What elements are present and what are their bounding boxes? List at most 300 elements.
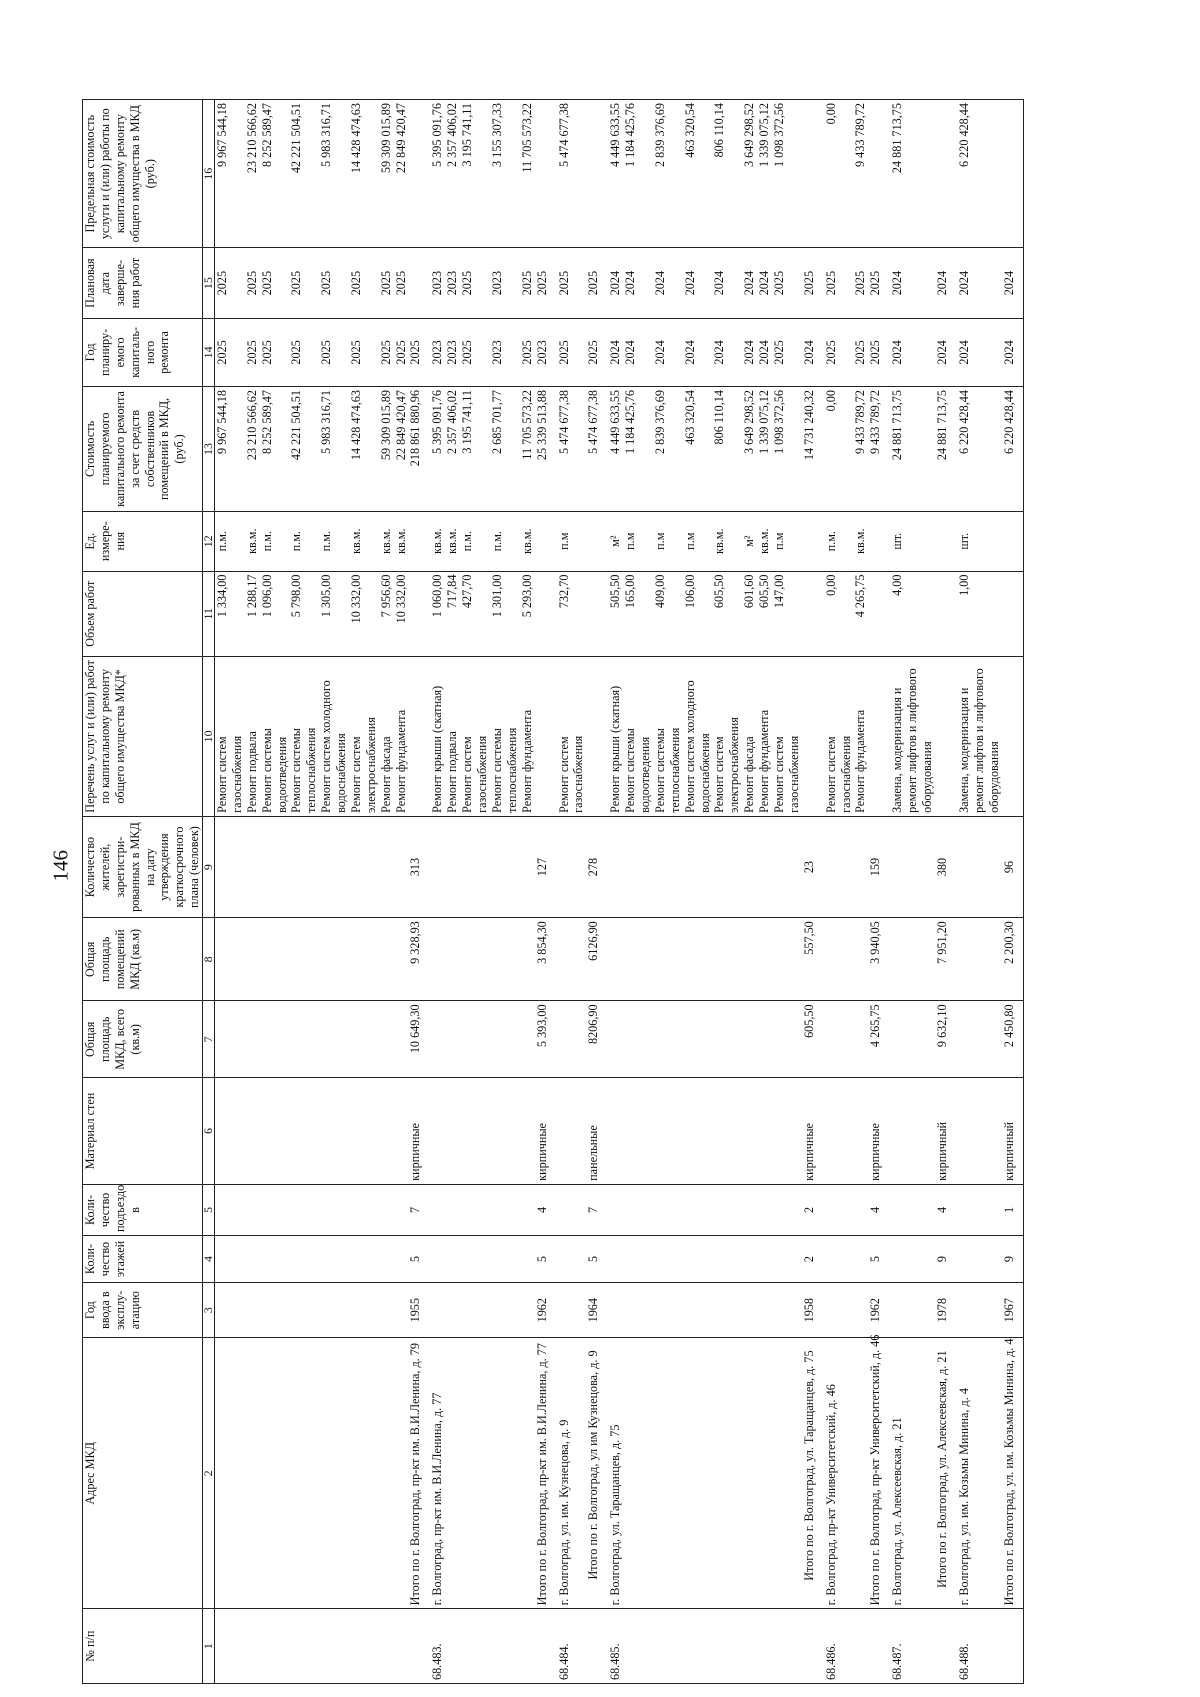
work-volume-line [505, 575, 520, 653]
year-built [557, 1282, 587, 1337]
repair-year-line: 2024 [890, 340, 905, 365]
repair-year-line [727, 322, 742, 383]
works-list-line: Ремонт крыши (скатная) [430, 685, 445, 813]
work-volume-line: 1 060,00 [430, 574, 445, 618]
year-built [608, 1282, 801, 1337]
column-number: 16 [203, 100, 215, 248]
planned-date-line [475, 251, 490, 314]
table-body [215, 100, 1024, 1684]
house-row [557, 100, 587, 1684]
works-list-line: Ремонт фасада [378, 736, 393, 813]
cost [535, 387, 557, 512]
row-number [215, 1609, 409, 1684]
cost [802, 387, 824, 512]
floors [890, 1236, 935, 1283]
cost-line [698, 390, 713, 508]
wall-material: кирпичный [1002, 1078, 1024, 1185]
unit-line: п.м. [215, 531, 229, 552]
premises-area: 557,50 [802, 918, 824, 1001]
limit-cost-line: 11 705 573,22 [519, 103, 534, 173]
planned-date-line [230, 251, 245, 314]
unit-line: п.м [682, 532, 697, 550]
cost-line: 23 210 566,62 [244, 390, 259, 461]
unit [824, 511, 869, 571]
planned-date-line [839, 251, 854, 314]
planned-date-line [304, 251, 319, 314]
repair-year [215, 318, 409, 386]
planned-date [586, 248, 608, 318]
planned-date [935, 248, 957, 318]
floors: 5 [535, 1236, 557, 1283]
limit-cost-line [304, 103, 319, 244]
column-header: Материал стен [83, 1078, 203, 1185]
planned-date-line: 2025 [319, 270, 334, 296]
total-row [586, 100, 608, 1684]
unit-line: м² [608, 535, 623, 547]
repair-year-line [638, 322, 653, 383]
repair-year-line: 2024 [801, 340, 816, 365]
planned-date-line [364, 251, 379, 314]
work-volume-line [727, 575, 742, 653]
total-area: 5 393,00 [535, 1001, 557, 1078]
column-header: № п/п [83, 1609, 203, 1684]
work-volume-line: 1 334,00 [215, 574, 229, 618]
unit-line: п.м [623, 532, 638, 550]
unit-line [638, 515, 653, 568]
planned-date-line: 2025 [259, 270, 274, 296]
works-list-line: Ремонт фундамента [519, 709, 534, 813]
unit [586, 511, 608, 571]
work-volume-line: 165,00 [623, 574, 638, 609]
address: г. Волгоград, ул. Алексеевская, д. 21 [890, 1338, 935, 1609]
repair-year-line: 2023 [489, 340, 504, 365]
unit [1002, 511, 1024, 571]
floors: 2 [802, 1236, 824, 1283]
premises-area [608, 918, 801, 1001]
planned-date-line [275, 251, 290, 314]
premises-area [430, 918, 534, 1001]
limit-cost [215, 100, 409, 248]
limit-cost-line: 14 428 474,63 [348, 103, 363, 174]
address: г. Волгоград, ул. им. Кузнецова, д. 9 [557, 1338, 587, 1609]
total-area [430, 1001, 534, 1078]
cost-line: 2 685 701,77 [489, 390, 504, 455]
premises-area [824, 918, 869, 1001]
column-header: Стоимость планируемого капитального ремонта за счет средств собственников помещений в МКД, (руб.) [83, 387, 203, 512]
work-volume-line [334, 575, 349, 653]
unit-line: кв.м. [348, 528, 363, 554]
limit-cost [557, 100, 587, 248]
works-list-line: Замена, модернизация и ремонт лифтов и лифтового оборудования [890, 668, 934, 813]
row-number: 68.483. [430, 1609, 534, 1684]
planned-date-line: 2023 [445, 270, 460, 296]
work-volume [430, 571, 534, 656]
limit-cost-line: 5 395 091,76 [430, 103, 445, 167]
work-volume-line: 4 265,75 [853, 574, 868, 618]
cost [215, 387, 409, 512]
works-list [1002, 656, 1024, 816]
works-list-line: Ремонт систем газоснабжения [215, 735, 244, 813]
work-volume-line: 1,00 [956, 574, 971, 596]
planned-date-line [638, 251, 653, 314]
planned-date-line: 2024 [1001, 270, 1016, 296]
limit-cost-line: 5 474 677,38 [556, 103, 571, 167]
planned-date-line: 2024 [742, 270, 757, 296]
works-list-line: Ремонт подвала [445, 731, 460, 813]
floors [557, 1236, 587, 1283]
wall-material: кирпичный [935, 1078, 957, 1185]
work-volume-line: 605,50 [712, 574, 727, 609]
header-row [83, 100, 203, 1684]
repair-year [957, 318, 1002, 386]
cost-line: 5 395 091,76 [430, 390, 445, 455]
premises-area: 2 200,30 [1002, 918, 1024, 1001]
unit-line: п.м [652, 532, 667, 550]
repair-year [935, 318, 957, 386]
total-area [215, 1001, 409, 1078]
unit-line: п.м. [289, 531, 304, 552]
unit-line [668, 515, 683, 568]
planned-date [215, 248, 409, 318]
limit-cost-line: 42 221 504,51 [289, 103, 304, 174]
unit-line [275, 515, 290, 568]
wall-material: панельные [586, 1078, 608, 1185]
repair-year-line: 2025 [259, 340, 274, 365]
repair-year-line: 2024 [682, 340, 697, 365]
repair-year-line: 2024 [608, 340, 623, 365]
repair-year [802, 318, 824, 386]
planned-date [824, 248, 869, 318]
premises-area [557, 918, 587, 1001]
limit-cost-line [638, 103, 653, 244]
repair-year-line: 2025 [823, 340, 838, 365]
floors: 5 [586, 1236, 608, 1283]
cost [868, 387, 890, 512]
repair-year-line: 2025 [215, 340, 229, 365]
row-number: 68.486. [824, 1609, 869, 1684]
limit-cost-line: 806 110,14 [712, 103, 727, 158]
planned-date-line: 2025 [771, 270, 786, 296]
unit-line [304, 515, 319, 568]
unit [408, 511, 430, 571]
cost-line: 24 881 713,75 [934, 390, 949, 461]
planned-date-line: 2024 [890, 270, 905, 296]
work-volume-line: 5 293,00 [519, 574, 534, 618]
unit [535, 511, 557, 571]
work-volume-line: 605,50 [757, 574, 771, 609]
year-built [824, 1282, 869, 1337]
work-volume-line: 5 798,00 [289, 574, 304, 618]
works-list [430, 656, 534, 816]
works-list-line: Ремонт фундамента [757, 709, 771, 813]
cost-line [668, 390, 683, 508]
row-number: 68.485. [608, 1609, 801, 1684]
limit-cost-line [475, 103, 490, 244]
unit-line: п.м [771, 532, 786, 550]
repair-year [608, 318, 801, 386]
address: Итого по г. Волгоград, пр-кт им. В.И.Ленина, д. 77 [535, 1338, 557, 1609]
year-built [215, 1282, 409, 1337]
work-volume [586, 571, 608, 656]
work-volume [802, 571, 824, 656]
cost-line: 6 220 428,44 [956, 390, 971, 455]
planned-date-line: 2025 [215, 270, 229, 296]
repair-year-line: 2024 [742, 340, 757, 365]
limit-cost-line: 5 983 316,71 [319, 103, 334, 167]
repair-year-line: 2024 [956, 340, 971, 365]
premises-area [957, 918, 1002, 1001]
works-list-line: Ремонт подвала [244, 731, 259, 813]
planned-date-line: 2024 [652, 270, 667, 296]
work-volume-line: 1 096,00 [259, 574, 274, 618]
unit-line: п.м. [259, 531, 274, 552]
cost-line: 3 649 298,52 [742, 390, 757, 455]
limit-cost-line [727, 103, 742, 244]
cost-line [505, 390, 520, 508]
work-volume-line: 505,50 [608, 574, 623, 609]
cost-line: 3 195 741,11 [460, 390, 475, 454]
floors: 9 [1002, 1236, 1024, 1283]
unit [957, 511, 1002, 571]
row-number [935, 1609, 957, 1684]
unit-line: шт. [890, 532, 905, 550]
work-volume-line: 10 332,00 [393, 574, 408, 624]
unit [557, 511, 587, 571]
year-built: 1958 [802, 1282, 824, 1337]
year-built: 1967 [1002, 1282, 1024, 1337]
repair-year-line: 2025 [853, 340, 868, 365]
work-volume-line [839, 575, 854, 653]
work-volume-line: 10 332,00 [348, 574, 363, 624]
floors: 5 [868, 1236, 890, 1283]
unit-line [230, 515, 245, 568]
column-header: Ед. измере-ния [83, 511, 203, 571]
column-header: Количество жителей, зарегистри-рованных в МКД на дату утверждения краткосрочного плана (человек) [83, 816, 203, 917]
works-list-line: Ремонт систем холодного водоснабжения [682, 680, 712, 813]
works-list-line: Ремонт системы теплоснабжения [289, 727, 319, 813]
works-list [957, 656, 1002, 816]
unit-line [364, 515, 379, 568]
planned-date-line [668, 251, 683, 314]
premises-area [215, 918, 409, 1001]
planned-date-line: 2024 [757, 270, 771, 296]
limit-cost [408, 100, 430, 248]
premises-area: 6126,90 [586, 918, 608, 1001]
limit-cost-line: 2 839 376,69 [652, 103, 667, 167]
year-built [430, 1282, 534, 1337]
cost-line: 8 252 589,47 [259, 390, 274, 455]
planned-date-line: 2025 [378, 270, 393, 296]
wall-material [215, 1078, 409, 1185]
works-list [535, 656, 557, 816]
residents: 23 [802, 816, 824, 917]
repair-year-line: 2024 [623, 340, 638, 365]
work-volume-line [304, 575, 319, 653]
column-header: Предельная стоимость услуги и (или) работы по капитальному ремонту общего имущества в МКД (руб.) [83, 100, 203, 248]
residents: 380 [935, 816, 957, 917]
unit-line: кв.м. [393, 528, 408, 554]
total-row [935, 100, 957, 1684]
address: г. Волгоград, пр-кт им. В.И.Ленина, д. 77 [430, 1338, 534, 1609]
cost-line: 9 967 544,18 [215, 390, 229, 455]
residents: 96 [1002, 816, 1024, 917]
cost-line: 6 220 428,44 [1001, 390, 1016, 455]
wall-material: кирпичные [535, 1078, 557, 1185]
work-volume-line: 717,84 [445, 574, 460, 609]
capital-repair-table [82, 99, 1024, 1684]
works-list [824, 656, 869, 816]
planned-date [408, 248, 430, 318]
address: Итого по г. Волгоград, ул. Таращанцев, д. 75 [802, 1338, 824, 1609]
cost [935, 387, 957, 512]
house-row [824, 100, 869, 1684]
unit-line: шт. [956, 532, 971, 550]
works-list-line: Ремонт систем газоснабжения [771, 735, 801, 813]
works-list-line: Ремонт систем электроснабжения [712, 717, 742, 813]
work-volume-line: 427,70 [460, 574, 475, 609]
unit-line [698, 515, 713, 568]
column-header: Адрес МКД [83, 1338, 203, 1609]
premises-area [890, 918, 935, 1001]
work-volume [935, 571, 957, 656]
column-number: 1 [203, 1609, 215, 1684]
planned-date-line: 2025 [868, 270, 883, 296]
planned-date-line: 2025 [801, 270, 816, 296]
address: Итого по г. Волгоград, ул. им. Козьмы Минина, д. 4 [1002, 1338, 1024, 1609]
unit-line: кв.м. [430, 528, 445, 554]
column-number: 5 [203, 1184, 215, 1235]
works-list-line: Ремонт системы теплоснабжения [489, 727, 519, 813]
planned-date-line: 2024 [934, 270, 949, 296]
repair-year [824, 318, 869, 386]
total-row [408, 100, 430, 1684]
repair-year-line [230, 322, 245, 383]
unit-line: кв.м. [712, 528, 727, 554]
total-area [957, 1001, 1002, 1078]
work-volume-line [230, 575, 245, 653]
limit-cost [957, 100, 1002, 248]
cost [586, 387, 608, 512]
repair-year-line: 2024 [1001, 340, 1016, 365]
limit-cost-line: 3 155 307,33 [489, 103, 504, 167]
residents [957, 816, 1002, 917]
limit-cost-line [668, 103, 683, 244]
repair-year-line: 2025 [519, 340, 534, 365]
cost-line: 25 339 513,88 [534, 390, 549, 461]
planned-date-line: 2024 [608, 270, 623, 296]
work-volume [557, 571, 587, 656]
address: Итого по г. Волгоград, пр-кт Университетский, д. 46 [868, 1338, 890, 1609]
cost-line [839, 390, 854, 508]
cost-line: 5 983 316,71 [319, 390, 334, 455]
work-volume-line: 409,00 [652, 574, 667, 609]
work-volume [890, 571, 935, 656]
wall-material [957, 1078, 1002, 1185]
repair-year [890, 318, 935, 386]
wall-material [890, 1078, 935, 1185]
repair-year [868, 318, 890, 386]
repair-year-line [475, 322, 490, 383]
column-number: 2 [203, 1338, 215, 1609]
works-list-line: Ремонт системы водоотведения [259, 728, 289, 813]
premises-area: 3 854,30 [535, 918, 557, 1001]
entrances: 4 [535, 1184, 557, 1235]
address: г. Волгоград, ул. им. Козьмы Минина, д. 4 [957, 1338, 1002, 1609]
address: Итого по г. Волгоград, ул им Кузнецова, д. 9 [586, 1338, 608, 1609]
cost-line: 11 705 573,22 [519, 390, 534, 460]
planned-date-line [698, 251, 713, 314]
total-area: 605,50 [802, 1001, 824, 1078]
cost [957, 387, 1002, 512]
premises-area: 3 940,05 [868, 918, 890, 1001]
cost [408, 387, 430, 512]
repair-year [430, 318, 534, 386]
work-volume-line: 0,00 [823, 574, 838, 596]
column-number: 11 [203, 571, 215, 656]
limit-cost [1002, 100, 1024, 248]
cost-line [638, 390, 653, 508]
work-volume [868, 571, 890, 656]
repair-year-line: 2024 [712, 340, 727, 365]
works-list [557, 656, 587, 816]
works-list-line: Ремонт систем электроснабжения [348, 717, 378, 813]
rotated-page [82, 82, 1200, 1697]
column-header: Общая площадь помещений МКД (кв.м) [83, 918, 203, 1001]
entrances [215, 1184, 409, 1235]
unit-line: кв.м. [853, 528, 868, 554]
limit-cost-line: 9 433 789,72 [853, 103, 868, 167]
address: г. Волгоград, пр-кт Университетский, д. 46 [824, 1338, 869, 1609]
total-area: 4 265,75 [868, 1001, 890, 1078]
column-header: Общая площадь МКД, всего (кв.м) [83, 1001, 203, 1078]
limit-cost-line: 0,00 [823, 103, 838, 125]
entrances: 4 [935, 1184, 957, 1235]
total-area: 10 649,30 [408, 1001, 430, 1078]
total-area [890, 1001, 935, 1078]
residents [215, 816, 409, 917]
cost-line [364, 390, 379, 508]
total-area: 8206,90 [586, 1001, 608, 1078]
unit-line [505, 515, 520, 568]
work-volume-line [275, 575, 290, 653]
unit-line: кв.м. [519, 528, 534, 554]
works-list-line: Замена, модернизация и ремонт лифтов и лифтового оборудования [956, 668, 1001, 813]
planned-date-line: 2025 [534, 270, 549, 296]
limit-cost-line: 1 184 425,76 [623, 103, 638, 167]
total-row [535, 100, 557, 1684]
works-list-line: Ремонт системы теплоснабжения [652, 727, 682, 813]
address: г. Волгоград, ул. Таращанцев, д. 75 [608, 1338, 801, 1609]
limit-cost [824, 100, 869, 248]
work-volume-line [364, 575, 379, 653]
works-list [608, 656, 801, 816]
planned-date-line: 2025 [519, 270, 534, 296]
works-list [586, 656, 608, 816]
total-area [608, 1001, 801, 1078]
cost-line: 5 474 677,38 [586, 390, 601, 455]
residents [890, 816, 935, 917]
work-volume-line [668, 575, 683, 653]
column-number: 14 [203, 318, 215, 386]
limit-cost-line: 23 210 566,62 [244, 103, 259, 174]
repair-year-line: 2025 [408, 340, 423, 365]
work-volume-line: 147,00 [771, 574, 786, 609]
wall-material: кирпичные [408, 1078, 430, 1185]
column-header: Перечень услуг и (или) работ по капитальному ремонту общего имущества МКД* [83, 656, 203, 816]
unit [935, 511, 957, 571]
work-volume-line: 601,60 [742, 574, 757, 609]
work-volume-line: 732,70 [556, 574, 571, 609]
